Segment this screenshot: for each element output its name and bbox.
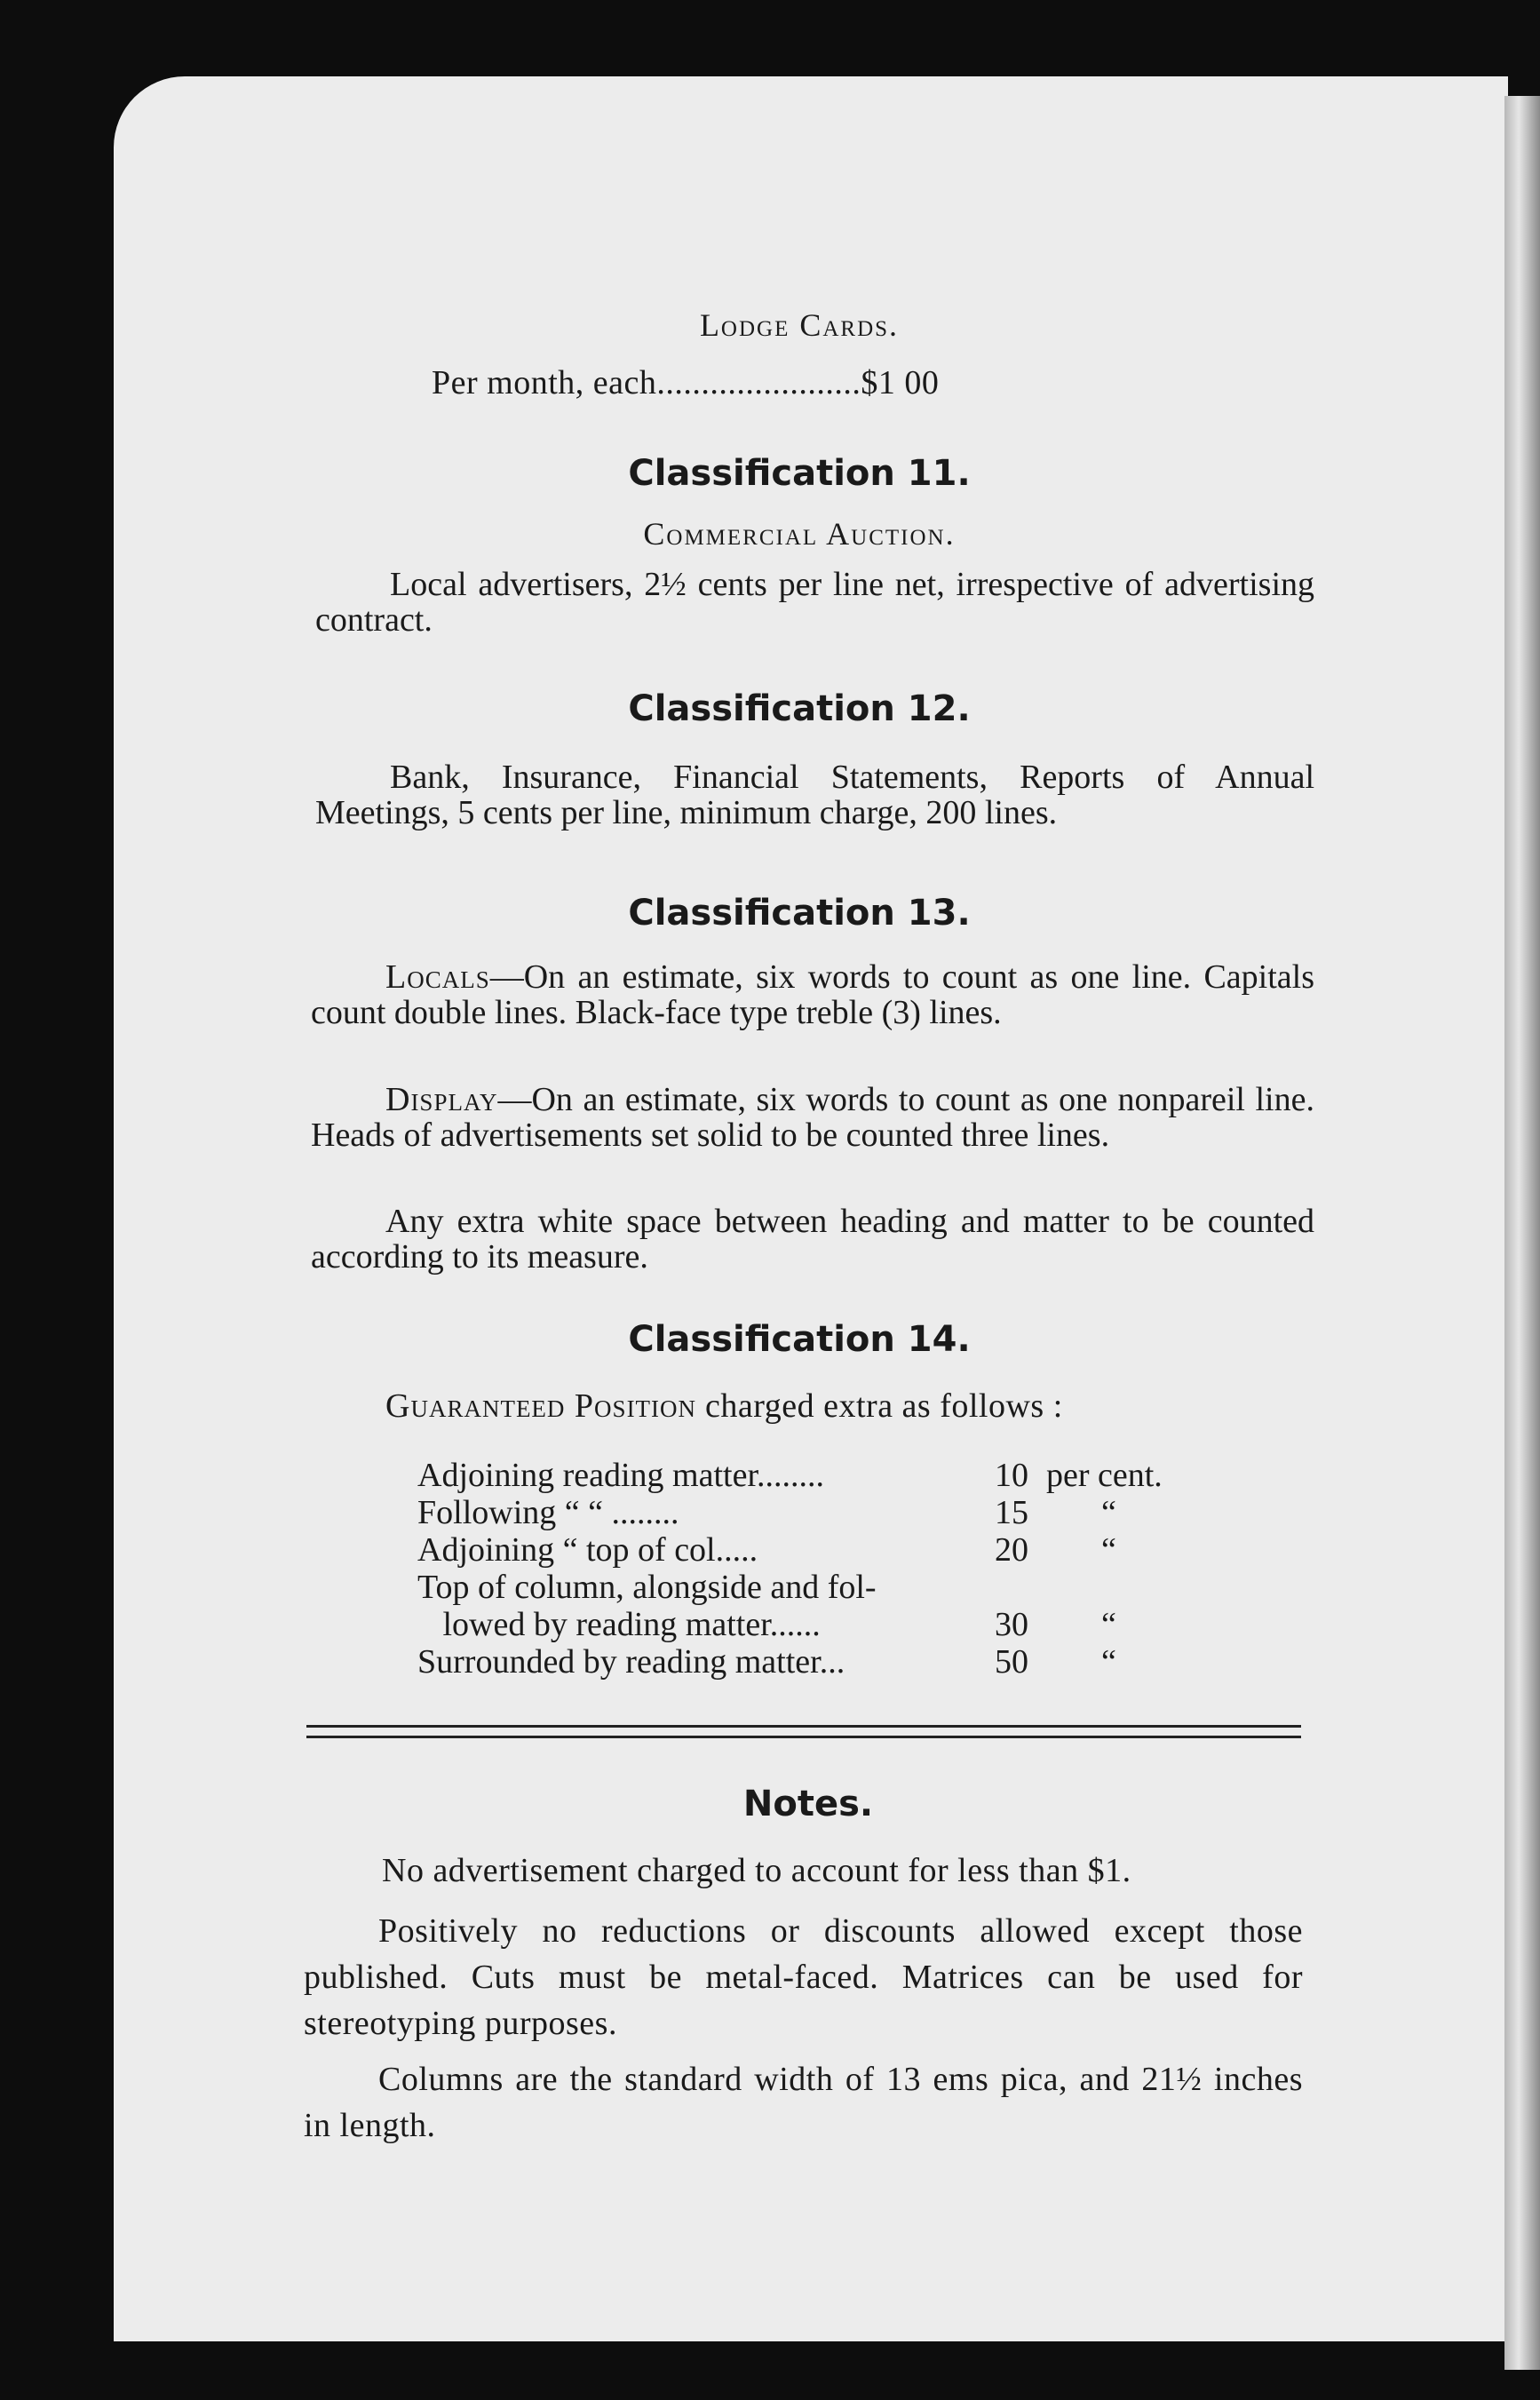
display-text: —On an estimate, six words to count as one nonpareil line. Heads of advertisements set solid to be counted three lines. [311, 1081, 1314, 1154]
section-divider-top [306, 1725, 1301, 1728]
locals-lead: Locals [385, 958, 490, 996]
rate-value: 50 [995, 1643, 1028, 1681]
rate-row [417, 1531, 1217, 1569]
classification-11-text: Local advertisers, 2½ cents per line net, irrespective of advertising contract. [315, 566, 1314, 639]
display-paragraph [311, 1082, 1314, 1153]
rate-value: 15 [995, 1494, 1028, 1531]
rate-value: 10 [995, 1457, 1028, 1494]
classification-13-heading: Classification 13. [628, 893, 971, 934]
rate-label: Adjoining reading matter........ [417, 1457, 825, 1494]
rate-unit: “ [1101, 1531, 1116, 1569]
lodge-cards-line [432, 364, 939, 401]
lodge-cards-heading: Lodge Cards. [699, 307, 900, 343]
rate-label: Adjoining “ top of col..... [417, 1531, 758, 1569]
section-divider-bottom [306, 1736, 1301, 1738]
rate-value: 30 [995, 1606, 1028, 1643]
guaranteed-position-text: charged extra as follows : [696, 1387, 1063, 1425]
rate-row [417, 1457, 1217, 1494]
extra-space-paragraph: Any extra white space between heading and matter to be counted according to its measure. [311, 1203, 1314, 1275]
locals-paragraph [311, 959, 1314, 1030]
rate-value: 20 [995, 1531, 1028, 1569]
guaranteed-position-lead: Guaranteed Position [385, 1387, 697, 1425]
book-spine-edge [1504, 96, 1540, 2370]
display-lead: Display [385, 1081, 498, 1118]
rate-row [417, 1643, 1217, 1681]
notes-heading: Notes. [742, 1784, 874, 1824]
classification-11-heading: Classification 11. [628, 453, 971, 494]
notes-paragraph-2: Positively no reductions or discounts allowed except those published. Cuts must be metal-faced. Matrices can be used for stereotyping purposes. [304, 1912, 1303, 2042]
rate-label: Top of column, alongside and fol- [417, 1569, 877, 1606]
rate-unit: “ [1101, 1643, 1116, 1681]
rate-label: lowed by reading matter...... [417, 1606, 821, 1643]
rate-unit: per cent. [1046, 1457, 1163, 1494]
locals-text: —On an estimate, six words to count as one line. Capitals count double lines. Black-face type treble (3) lines. [311, 958, 1314, 1031]
classification-12-heading: Classification 12. [628, 688, 971, 729]
classification-14-heading: Classification 14. [628, 1319, 971, 1360]
rate-label: Following “ “ ........ [417, 1494, 679, 1531]
rate-row [417, 1494, 1217, 1531]
notes-paragraph-3: Columns are the standard width of 13 ems pica, and 21½ inches in length. [304, 2061, 1303, 2144]
lodge-cards-price: $1 00 [861, 364, 940, 401]
position-rates-table [417, 1457, 1217, 1681]
rate-row [417, 1569, 1217, 1606]
classification-12-text: Bank, Insurance, Financial Statements, Reports of Annual Meetings, 5 cents per line, minimum charge, 200 lines. [315, 759, 1314, 831]
guaranteed-position-intro [385, 1387, 1063, 1425]
lodge-cards-label: Per month, each....................... [432, 364, 861, 401]
rate-label: Surrounded by reading matter... [417, 1643, 845, 1681]
commercial-auction-subheading: Commercial Auction. [643, 516, 956, 552]
notes-paragraph-1: No advertisement charged to account for less than $1. [382, 1852, 1131, 1889]
rate-row [417, 1606, 1217, 1643]
rate-unit: “ [1101, 1494, 1116, 1531]
rate-unit: “ [1101, 1606, 1116, 1643]
